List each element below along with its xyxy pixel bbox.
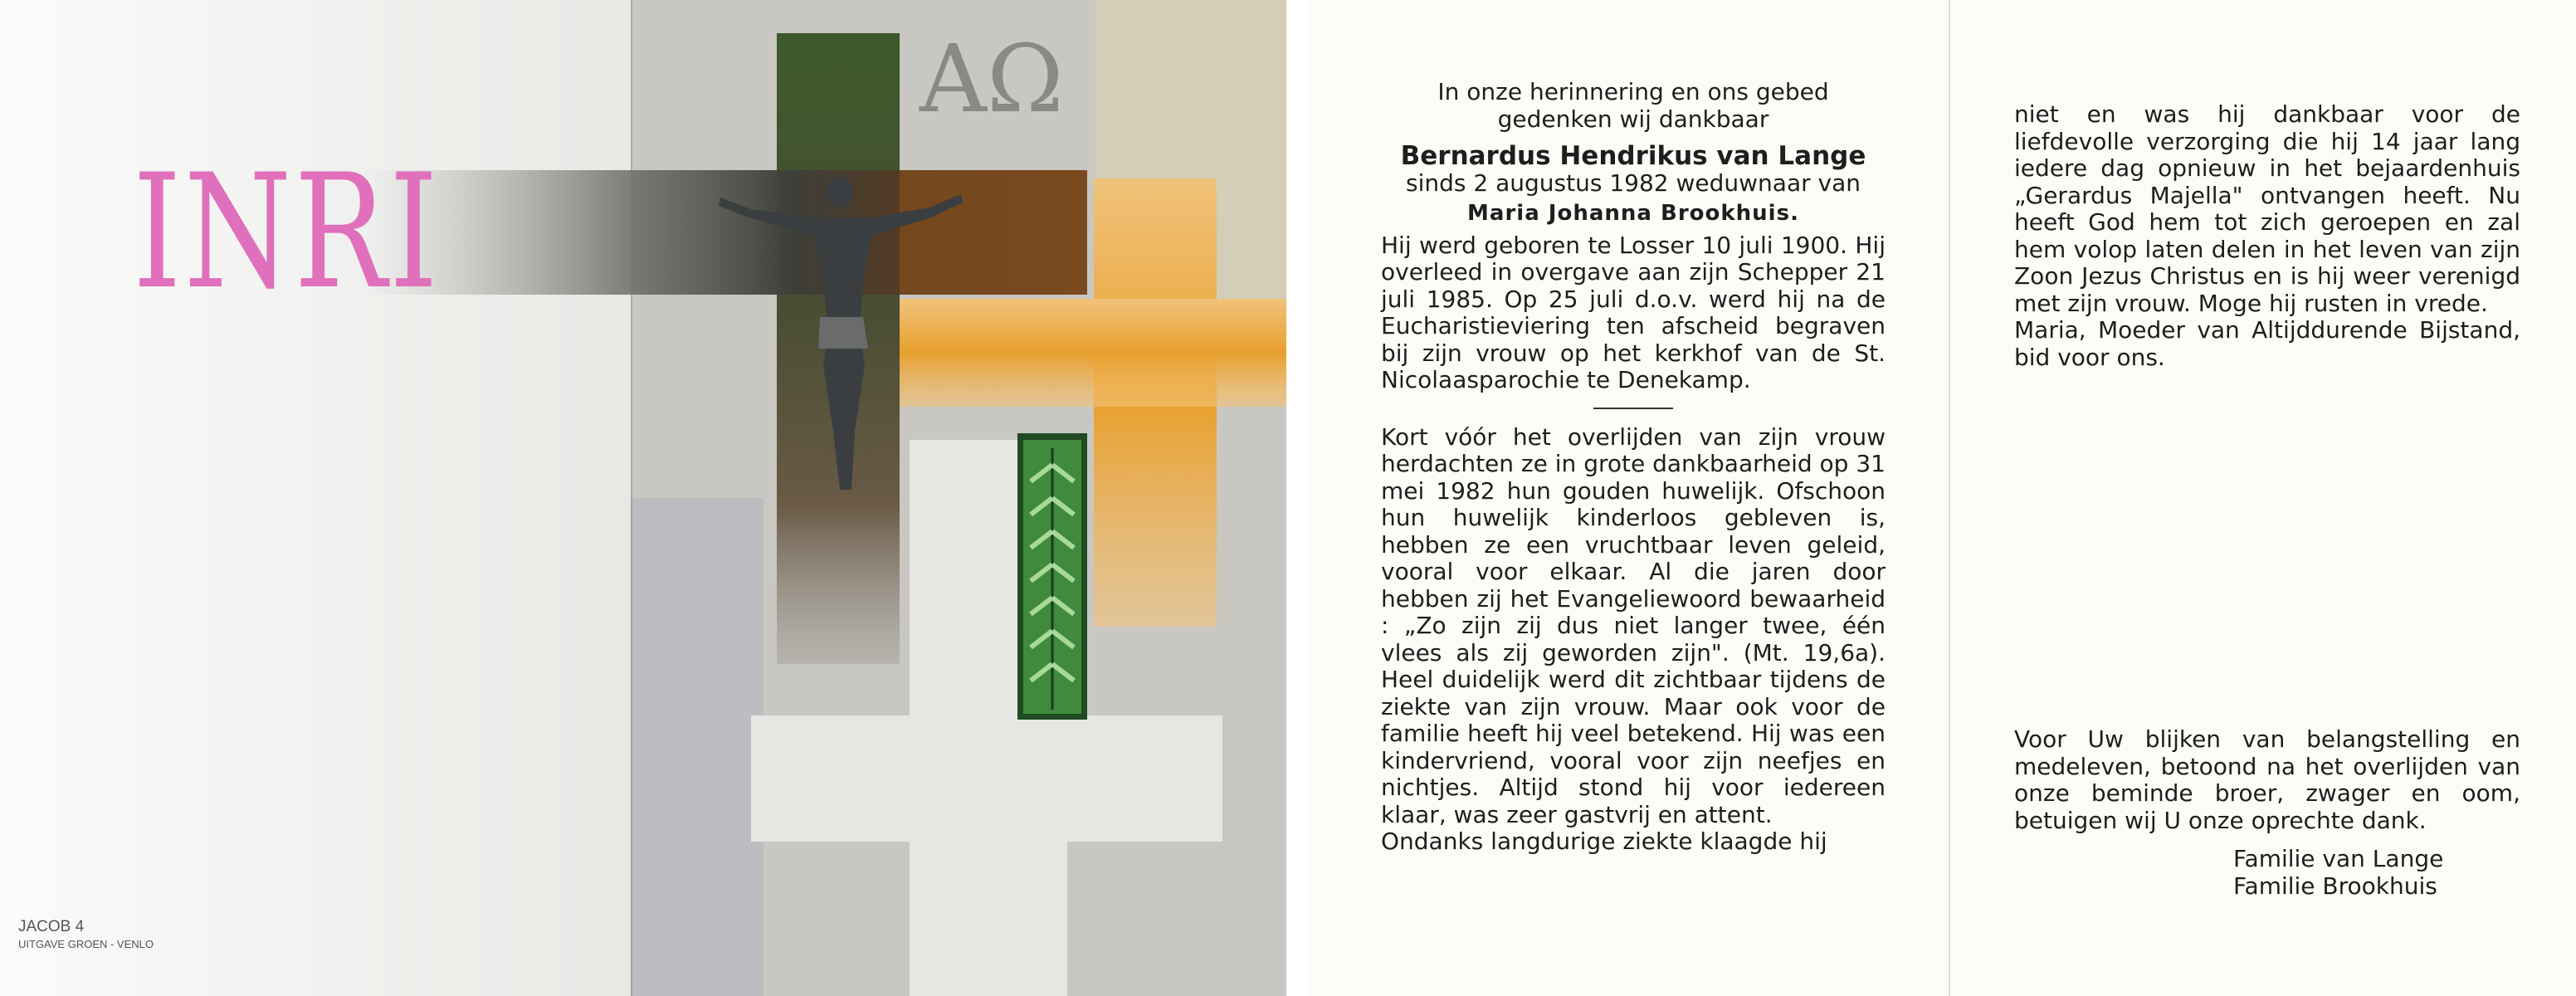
continuation-paragraph: niet en was hij dankbaar voor de liefdevolle verzorging die hij 14 jaar lang iedere dag opnieuw in het bejaardenhuis „Gerardus Majella" ontvangen heeft. Nu heeft God hem tot zich geroepen en zal hem volop laten delen in het leven van zijn Zoon Jezus Christus en is hij weer verenigd met zijn vrouw. Moge hij rusten in vrede. <box>2014 100 2520 317</box>
thanks-paragraph: Voor Uw blijken van belangstelling en medeleven, betoond na het overlijden van onze beminde broer, zwager en oom, betuigen wij U onze oprechte dank. <box>2014 725 2520 834</box>
left-text-column <box>1381 79 1886 856</box>
biography-paragraph: Hij werd geboren te Losser 10 juli 1900. Hij overleed in overgave aan zijn Schepper 21 juli 1985. Op 25 juli d.o.v. werd hij na de Eucharistieviering ten afscheid begraven bij zijn vrouw op het kerkhof van de St. Nicolaasparochie te Denekamp. <box>1381 231 1886 393</box>
spouse-name: Maria Johanna Brookhuis. <box>1467 201 1799 226</box>
card-inside <box>1310 0 2576 996</box>
signature-brookhuis: Familie Brookhuis <box>2233 872 2437 900</box>
publisher-code: JACOB 4 <box>18 918 85 935</box>
palm-frond <box>1017 433 1087 720</box>
divider <box>1593 408 1673 409</box>
inside-fold-line <box>1949 0 1950 996</box>
prayer-line: Maria, Moeder van Altijddurende Bijstand, bid voor ons. <box>2014 316 2520 371</box>
right-text-column <box>2014 101 2520 371</box>
marriage-paragraph: Kort vóór het overlijden van zijn vrouw herdachten ze in grote dankbaarheid op 31 mei 1982 hun gouden huwelijk. Ofschoon hun huwelijk kinderloos gebleven is, hebben ze een vruchtbaar leven geleid, vooral voor elkaar. Al die jaren door hebben zij het Evangeliewoord bewaarheid : „Zo zijn zij dus niet langer twee, één vlees als zij geworden zijn". (Mt. 19,6a). Heel duidelijk werd dit zichtbaar tijdens de ziekte van zijn vrouw. Maar ook voor de familie heeft hij veel betekend. Hij was een kindervriend, vooral voor zijn neefjes en nichtjes. Altijd stond hij voor iedereen klaar, was zeer gastvrij en attent. <box>1381 422 1886 828</box>
inri-inscription: INRI <box>133 140 441 324</box>
signature-van-lange: Familie van Lange <box>2233 845 2444 872</box>
thanks-block <box>2014 726 2520 900</box>
illness-paragraph: Ondanks langdurige ziekte klaagde hij <box>1381 828 1827 855</box>
widower-line: sinds 2 augustus 1982 weduwnaar van <box>1406 168 1861 197</box>
card-front <box>0 0 1286 996</box>
card-fold-line <box>631 0 632 996</box>
alpha-omega-symbol: AΩ <box>920 26 1064 134</box>
header-line-1: In onze herinnering en ons gebed <box>1437 78 1829 105</box>
header-line-2: gedenken wij dankbaar <box>1497 105 1769 133</box>
deceased-name: Bernardus Hendrikus van Lange <box>1400 141 1866 171</box>
publisher-name: UITGAVE GROEN - VENLO <box>18 938 154 950</box>
scan-gap <box>1286 0 1310 996</box>
